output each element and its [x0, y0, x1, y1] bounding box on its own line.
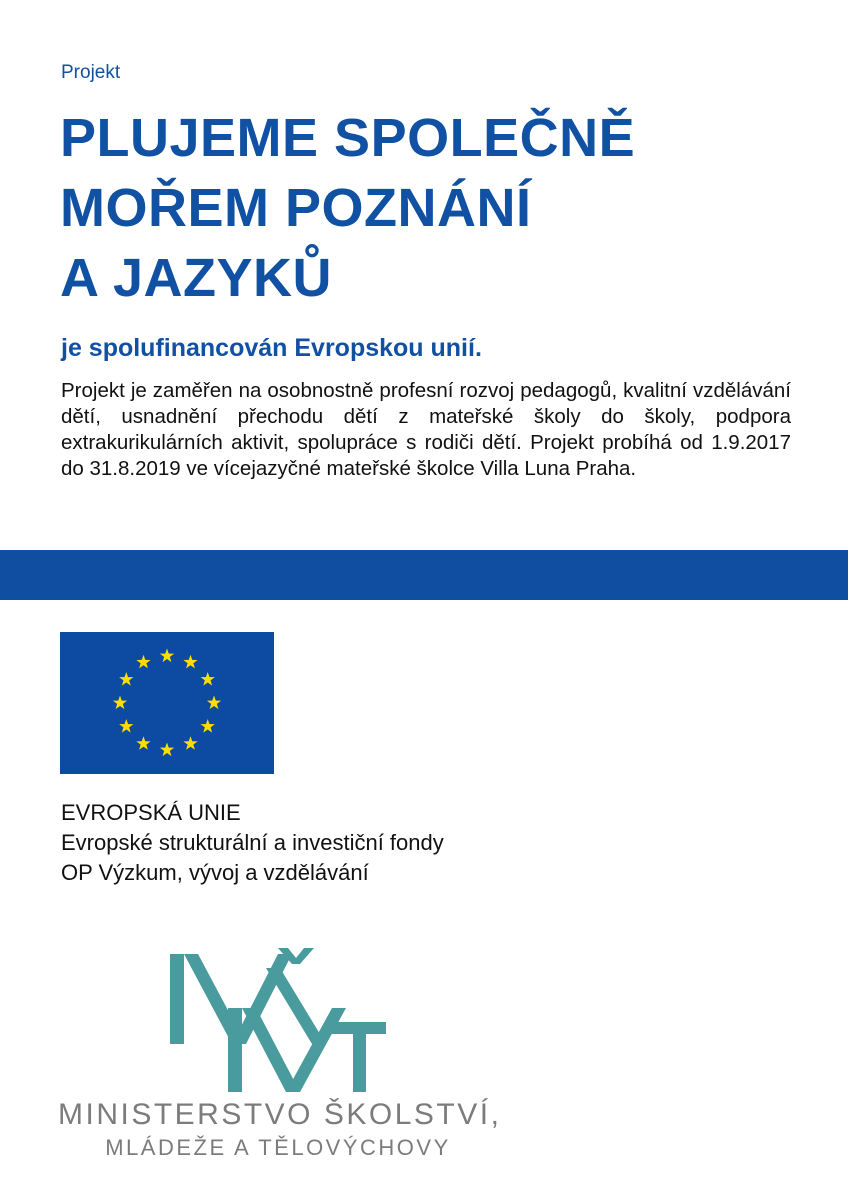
eu-name: EVROPSKÁ UNIE	[61, 800, 241, 825]
blue-divider-band	[0, 550, 848, 600]
project-title	[60, 103, 635, 313]
ministry-line-2: MLÁDEŽE A TĚLOVÝCHOVY	[105, 1135, 451, 1160]
ministry-name	[58, 1096, 502, 1162]
title-line-1: PLUJEME SPOLEČNĚ	[60, 108, 636, 168]
ministry-line-1: MINISTERSTVO ŠKOLSTVÍ,	[58, 1098, 502, 1131]
eu-text-block	[61, 798, 444, 888]
cofinance-subtitle: je spolufinancován Evropskou unií.	[61, 334, 482, 362]
eu-flag-icon	[60, 632, 274, 774]
project-label: Projekt	[61, 62, 121, 83]
msmt-logo-icon	[168, 948, 388, 1098]
title-line-3: A JAZYKŮ	[60, 248, 333, 308]
project-description: Projekt je zaměřen na osobnostně profesní rozvoj pedagogů, kvalitní vzdělávání dětí, usnadnění přechodu dětí z mateřské školy do školy, podpora extrakurikulárních aktivit, spolupráce s rodiči dětí. Projekt probíhá od 1.9.2017 do 31.8.2019 ve vícejazyčné mateřské školce Villa Luna Praha.	[61, 379, 791, 480]
eu-programme: OP Výzkum, vývoj a vzdělávání	[61, 860, 369, 885]
title-line-2: MOŘEM POZNÁNÍ	[60, 178, 532, 238]
eu-funds: Evropské strukturální a investiční fondy	[61, 830, 444, 855]
